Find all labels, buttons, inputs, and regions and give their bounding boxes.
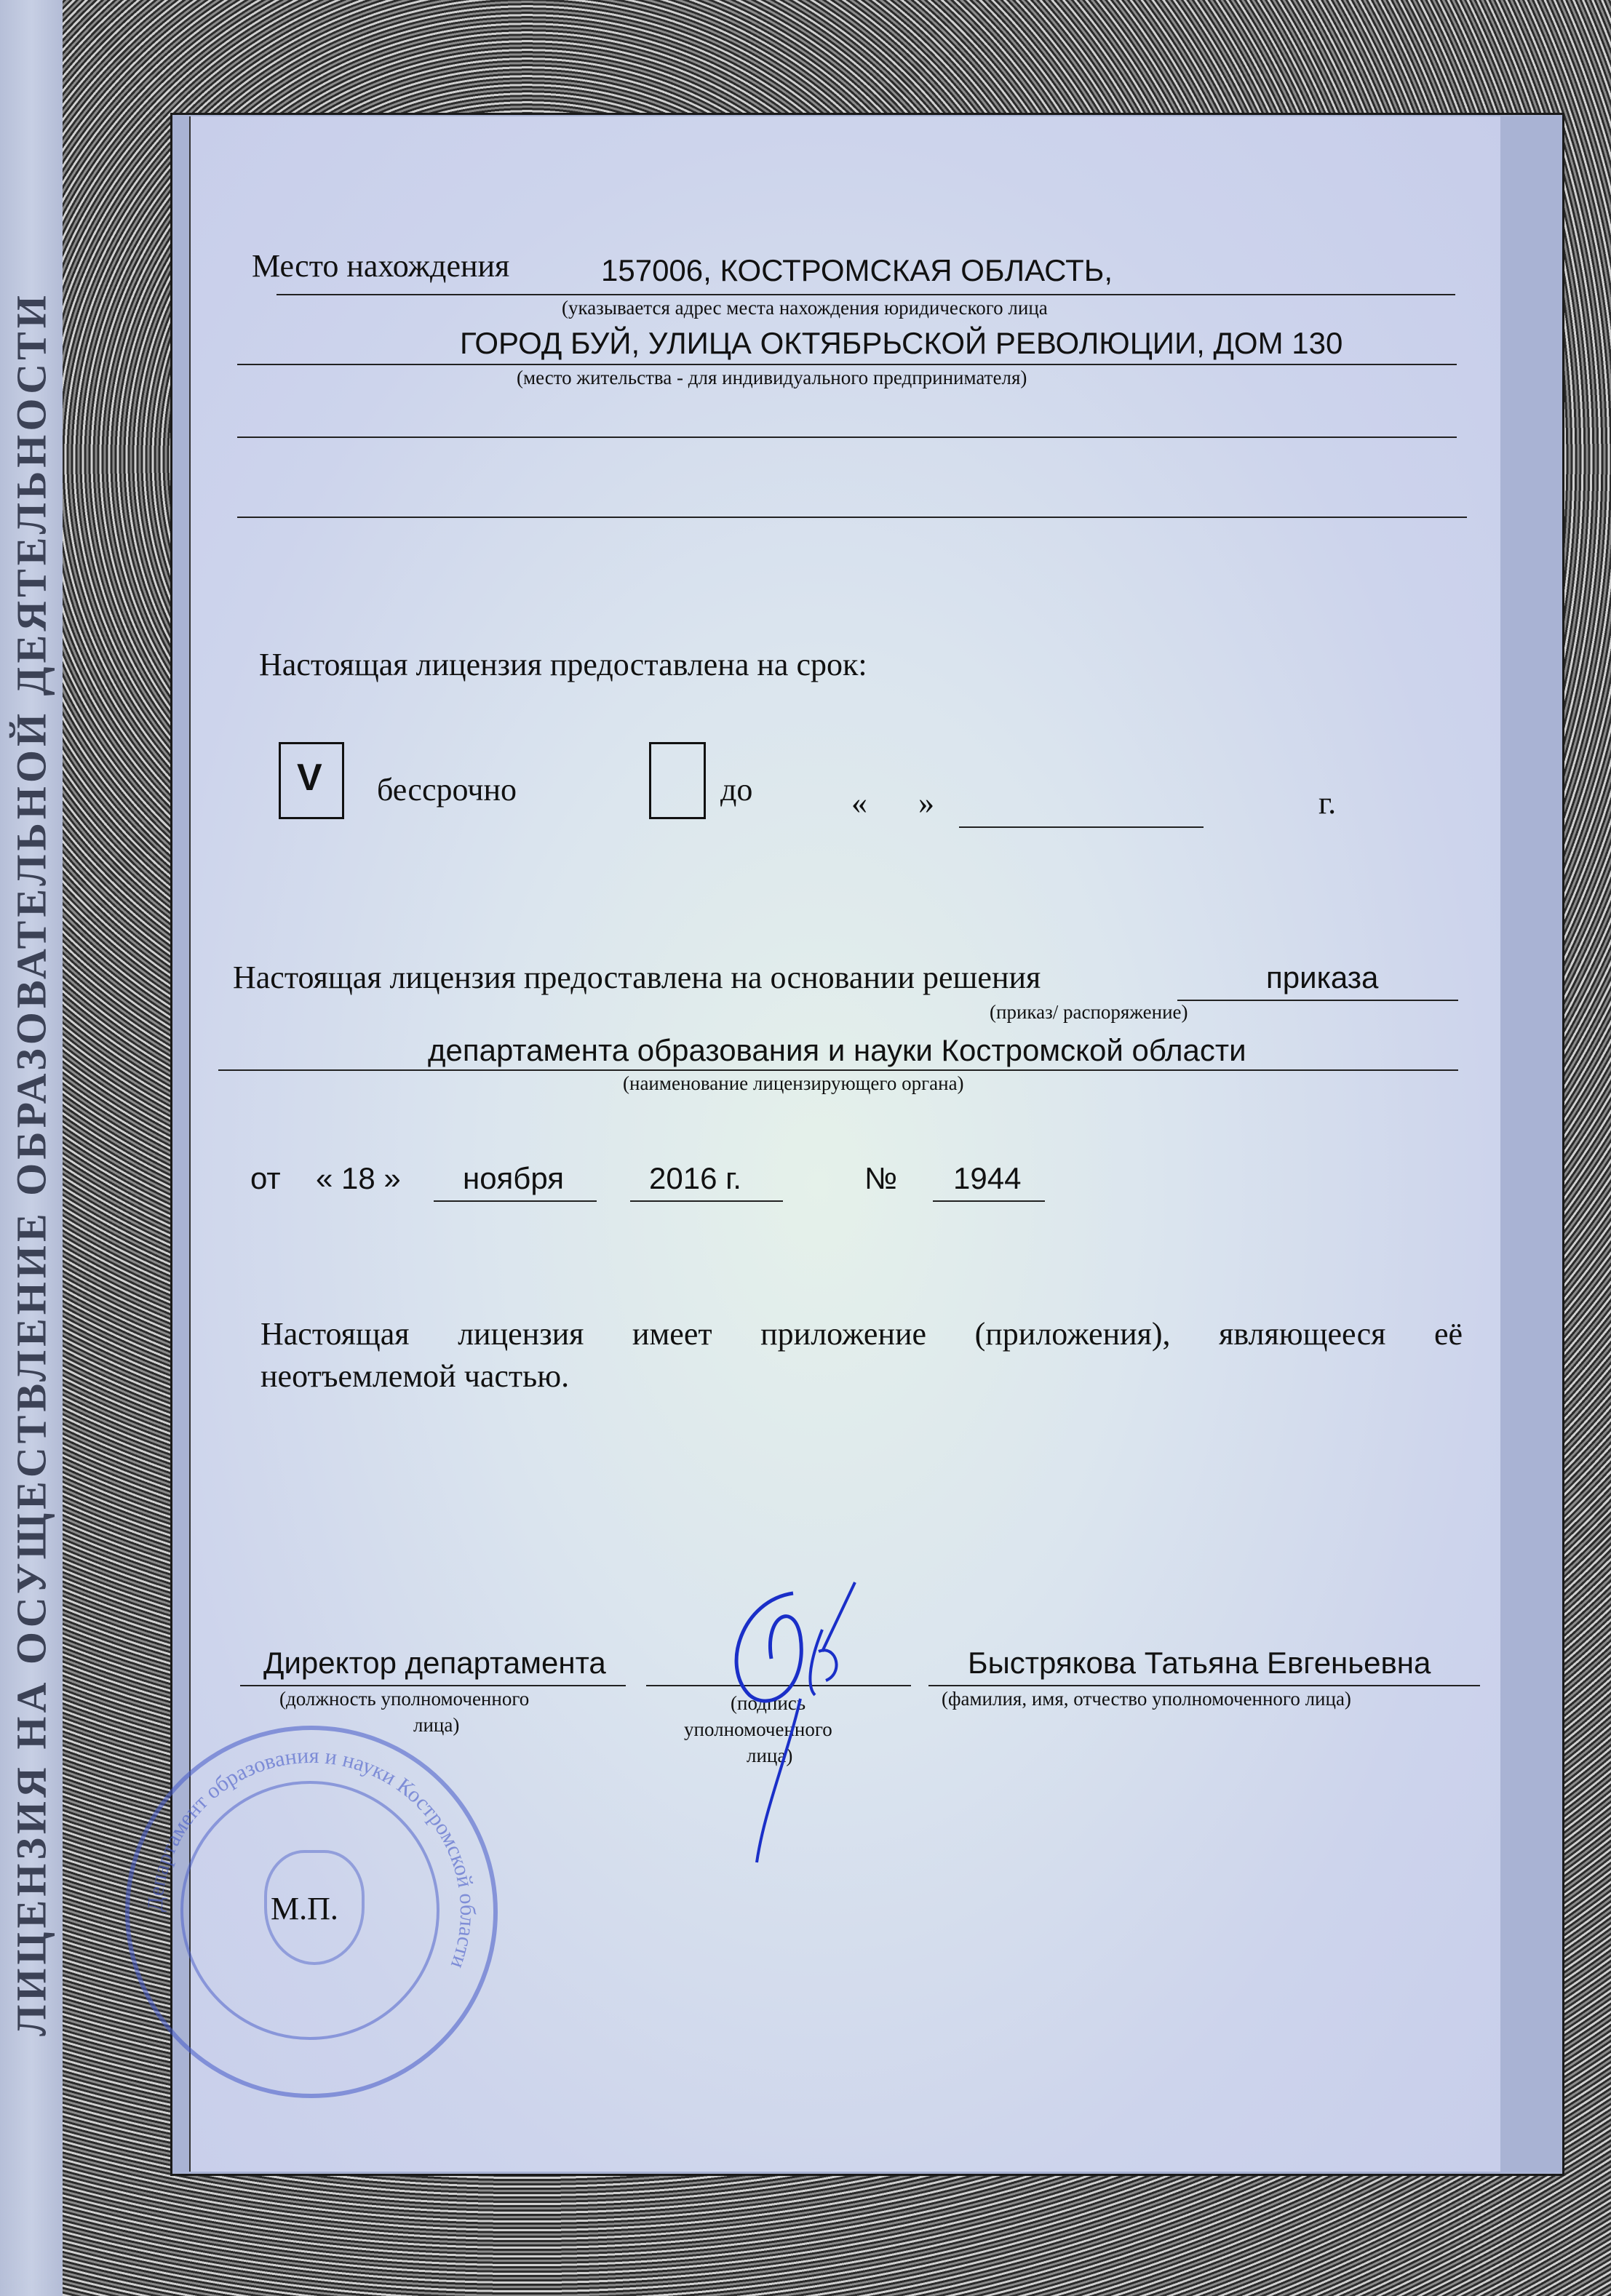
- svg-text:Департамент образования и наук: Департамент образования и науки Костромской области: [143, 1743, 480, 1972]
- date-year: 2016 г.: [649, 1161, 741, 1195]
- number-sign: №: [864, 1161, 898, 1195]
- blank-line-1: [237, 437, 1457, 438]
- location-label: Место нахождения: [252, 248, 510, 284]
- seal-label: М.П.: [271, 1891, 338, 1926]
- location-line-1: 157006, КОСТРОМСКАЯ ОБЛАСТЬ,: [601, 253, 1113, 287]
- position-caption-1: (должность уполномоченного: [279, 1688, 530, 1710]
- side-title: ЛИЦЕНЗИЯ НА ОСУЩЕСТВЛЕНИЕ ОБРАЗОВАТЕЛЬНОЙ ДЕЯТЕЛЬНОСТИ: [7, 292, 55, 2036]
- appendix-line-2: неотъемлемой частью.: [260, 1358, 570, 1394]
- decision-caption: (приказ/ распоряжение): [990, 1001, 1188, 1023]
- location-line-2: ГОРОД БУЙ, УЛИЦА ОКТЯБРЬСКОЙ РЕВОЛЮЦИИ, ДОМ 130: [460, 326, 1343, 360]
- date-from-label: от: [250, 1161, 281, 1195]
- signature-caption-1: (подпись: [731, 1692, 806, 1714]
- side-strip: [0, 0, 63, 2296]
- indefinite-label: бессрочно: [377, 772, 517, 808]
- until-label: до: [720, 772, 753, 808]
- date-year-line: [630, 1200, 783, 1202]
- licensing-authority: департамента образования и науки Костромской области: [428, 1033, 1246, 1067]
- name-caption: (фамилия, имя, отчество уполномоченного лица): [942, 1688, 1351, 1710]
- decision-type-line: [1177, 1000, 1458, 1001]
- date-month: ноября: [463, 1161, 564, 1195]
- basis-text: Настоящая лицензия предоставлена на основании решения: [233, 960, 1041, 995]
- year-suffix: г.: [1318, 785, 1337, 821]
- date-day: « 18 »: [316, 1161, 401, 1195]
- until-checkbox: [649, 742, 706, 819]
- term-heading: Настоящая лицензия предоставлена на срок:: [259, 647, 867, 682]
- signature-caption-3: лица): [747, 1745, 793, 1766]
- authority-line: [218, 1069, 1458, 1071]
- handwritten-signature: [699, 1571, 902, 1877]
- check-mark: V: [297, 757, 322, 799]
- location-underline-1: [277, 294, 1455, 295]
- number-line: [933, 1200, 1045, 1202]
- blank-line-2: [237, 517, 1467, 518]
- signatory-name: Быстрякова Татьяна Евгеньевна: [968, 1646, 1431, 1680]
- position-line: [240, 1685, 626, 1686]
- signatory-position: Директор департамента: [263, 1646, 606, 1680]
- decision-type: приказа: [1266, 960, 1379, 994]
- license-number: 1944: [953, 1161, 1022, 1195]
- quote-close: »: [918, 785, 934, 821]
- signature-caption-2: уполномоченного: [684, 1718, 832, 1740]
- location-caption-2: (место жительства - для индивидуального предпринимателя): [517, 367, 1027, 388]
- appendix-line-1: Настоящая лицензия имеет приложение (приложения), являющееся её: [260, 1316, 1463, 1352]
- date-month-line: [434, 1200, 597, 1202]
- authority-caption: (наименование лицензирующего органа): [623, 1072, 964, 1094]
- indefinite-checkbox: [279, 742, 344, 819]
- location-underline-2: [237, 364, 1457, 365]
- position-caption-2: лица): [413, 1714, 460, 1736]
- location-caption-1: (указывается адрес места нахождения юридического лица: [562, 297, 1048, 319]
- quote-open: «: [851, 785, 867, 821]
- name-line: [928, 1685, 1480, 1686]
- until-date-line: [959, 826, 1204, 828]
